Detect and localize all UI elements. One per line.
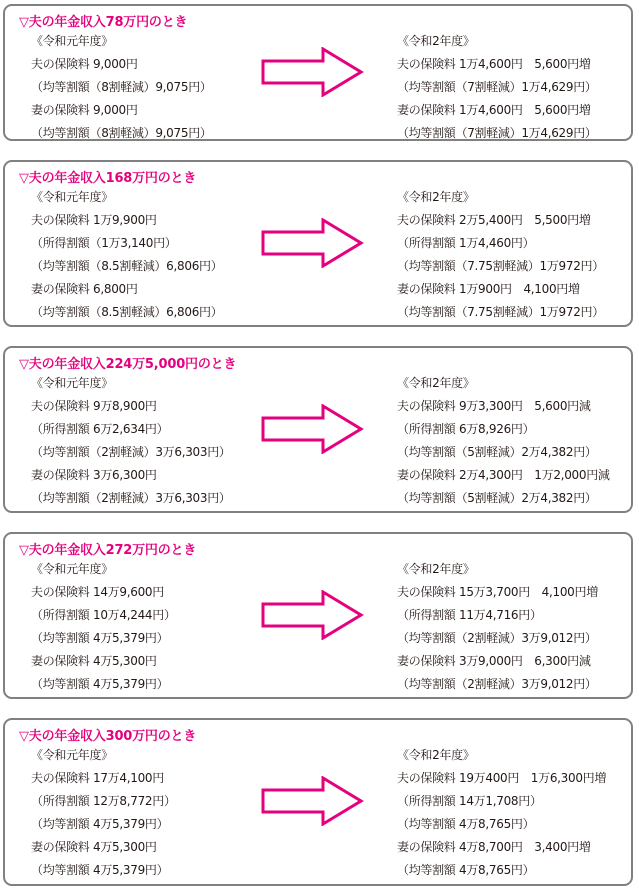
breakdown-line: （所得割額 10万4,244円）	[31, 608, 176, 622]
breakdown-line: （均等割額（7割軽減）1万4,629円）	[397, 80, 597, 94]
right-outline-arrow-icon	[261, 218, 365, 268]
breakdown-line: （均等割額 4万5,379円）	[31, 817, 169, 831]
after-column	[397, 186, 604, 324]
breakdown-line: （所得割額 6万2,634円）	[31, 422, 169, 436]
breakdown-line: （所得割額 11万4,716円）	[397, 608, 542, 622]
breakdown-line: （所得割額 6万8,926円）	[397, 422, 535, 436]
wife-premium: 妻の保険料 3万6,300円	[31, 468, 157, 482]
husband-premium: 夫の保険料 19万400円 1万6,300円増	[397, 771, 607, 785]
pension-case-panel-1	[3, 4, 633, 141]
panel-title: ▽夫の年金収入78万円のとき	[19, 15, 188, 30]
after-column	[397, 30, 597, 145]
breakdown-line: （均等割額（5割軽減）2万4,382円）	[397, 445, 597, 459]
column-header: 《令和2年度》	[397, 562, 475, 576]
breakdown-line: （均等割額（2割軽減）3万9,012円）	[397, 677, 597, 691]
breakdown-line: （均等割額（8.5割軽減）6,806円）	[31, 259, 223, 273]
wife-premium: 妻の保険料 6,800円	[31, 282, 138, 296]
breakdown-line: （均等割額 4万8,765円）	[397, 817, 535, 831]
before-column	[31, 744, 176, 882]
after-column	[397, 744, 606, 882]
before-column	[31, 558, 176, 696]
before-column	[31, 30, 212, 145]
wife-premium: 妻の保険料 4万5,300円	[31, 840, 157, 854]
breakdown-line: （均等割額（7割軽減）1万4,629円）	[397, 126, 597, 140]
husband-premium: 夫の保険料 1万9,900円	[31, 213, 157, 227]
breakdown-line: （所得割額 1万4,460円）	[397, 236, 535, 250]
breakdown-line: （均等割額（5割軽減）2万4,382円）	[397, 491, 597, 505]
breakdown-line: （均等割額（2割軽減）3万6,303円）	[31, 491, 231, 505]
after-column	[397, 372, 610, 510]
pension-case-panel-2	[3, 160, 633, 327]
before-column	[31, 372, 231, 510]
husband-premium: 夫の保険料 9,000円	[31, 57, 138, 71]
before-column	[31, 186, 222, 324]
column-header: 《令和元年度》	[31, 34, 113, 48]
wife-premium: 妻の保険料 9,000円	[31, 103, 138, 117]
breakdown-line: （均等割額 4万5,379円）	[31, 677, 169, 691]
husband-premium: 夫の保険料 2万5,400円 5,500円増	[397, 213, 591, 227]
husband-premium: 夫の保険料 15万3,700円 4,100円増	[397, 585, 598, 599]
wife-premium: 妻の保険料 2万4,300円 1万2,000円減	[397, 468, 610, 482]
right-outline-arrow-icon	[261, 590, 365, 640]
husband-premium: 夫の保険料 17万4,100円	[31, 771, 164, 785]
husband-premium: 夫の保険料 1万4,600円 5,600円増	[397, 57, 591, 71]
breakdown-line: （均等割額 4万5,379円）	[31, 631, 169, 645]
breakdown-line: （均等割額（2割軽減）3万6,303円）	[31, 445, 231, 459]
breakdown-line: （所得割額 12万8,772円）	[31, 794, 176, 808]
panel-title: ▽夫の年金収入168万円のとき	[19, 171, 197, 186]
breakdown-line: （均等割額（7.75割軽減）1万972円）	[397, 259, 604, 273]
pension-case-panel-4	[3, 532, 633, 699]
breakdown-line: （均等割額 4万8,765円）	[397, 863, 535, 877]
pension-case-panel-3	[3, 346, 633, 513]
panel-title: ▽夫の年金収入224万5,000円のとき	[19, 357, 237, 372]
column-header: 《令和元年度》	[31, 190, 113, 204]
wife-premium: 妻の保険料 4万5,300円	[31, 654, 157, 668]
wife-premium: 妻の保険料 4万8,700円 3,400円増	[397, 840, 591, 854]
breakdown-line: （均等割額 4万5,379円）	[31, 863, 169, 877]
column-header: 《令和元年度》	[31, 562, 113, 576]
panel-title: ▽夫の年金収入272万円のとき	[19, 543, 197, 558]
right-outline-arrow-icon	[261, 47, 365, 97]
right-outline-arrow-icon	[261, 404, 365, 454]
husband-premium: 夫の保険料 9万3,300円 5,600円減	[397, 399, 591, 413]
wife-premium: 妻の保険料 1万4,600円 5,600円増	[397, 103, 591, 117]
breakdown-line: （均等割額（8割軽減）9,075円）	[31, 126, 212, 140]
husband-premium: 夫の保険料 14万9,600円	[31, 585, 164, 599]
column-header: 《令和元年度》	[31, 748, 113, 762]
after-column	[397, 558, 598, 696]
husband-premium: 夫の保険料 9万8,900円	[31, 399, 157, 413]
column-header: 《令和2年度》	[397, 376, 475, 390]
right-outline-arrow-icon	[261, 776, 365, 826]
breakdown-line: （均等割額（8割軽減）9,075円）	[31, 80, 212, 94]
wife-premium: 妻の保険料 1万900円 4,100円増	[397, 282, 580, 296]
breakdown-line: （均等割額（8.5割軽減）6,806円）	[31, 305, 223, 319]
column-header: 《令和元年度》	[31, 376, 113, 390]
breakdown-line: （所得割額（1万3,140円）	[31, 236, 177, 250]
panel-title: ▽夫の年金収入300万円のとき	[19, 729, 197, 744]
column-header: 《令和2年度》	[397, 748, 475, 762]
column-header: 《令和2年度》	[397, 34, 475, 48]
breakdown-line: （均等割額（2割軽減）3万9,012円）	[397, 631, 597, 645]
breakdown-line: （所得割額 14万1,708円）	[397, 794, 542, 808]
pension-case-panel-5	[3, 718, 633, 886]
column-header: 《令和2年度》	[397, 190, 475, 204]
wife-premium: 妻の保険料 3万9,000円 6,300円減	[397, 654, 591, 668]
breakdown-line: （均等割額（7.75割軽減）1万972円）	[397, 305, 604, 319]
